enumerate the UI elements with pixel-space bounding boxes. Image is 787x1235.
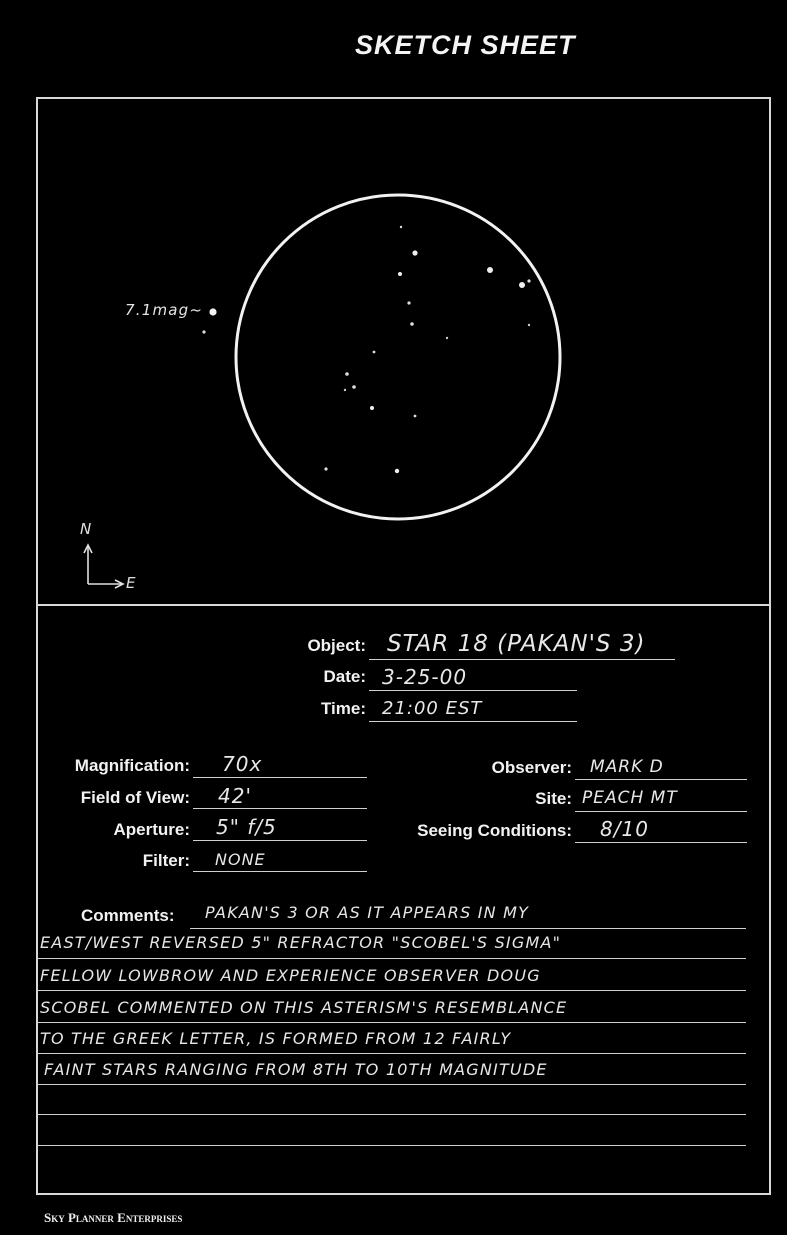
star [414, 415, 417, 418]
seeing-value: 8/10 [600, 817, 649, 841]
star [324, 467, 327, 470]
compass-icon [84, 545, 123, 588]
sketch-area [0, 0, 787, 610]
comment-rule [190, 928, 746, 929]
object-label: Object: [307, 636, 366, 655]
star [398, 272, 402, 276]
object-value: STAR 18 (PAKAN'S 3) [387, 631, 646, 657]
site-line [575, 811, 747, 812]
star [412, 250, 417, 255]
star [410, 322, 414, 326]
sheet-title: SKETCH SHEET [355, 30, 576, 60]
magnitude-annotation: 7.1mag~ [125, 301, 204, 319]
comment-rule [37, 1145, 746, 1146]
observer-value: MARK D [590, 757, 664, 777]
comment-line-3: FELLOW LOWBROW AND EXPERIENCE OBSERVER DOUG [40, 966, 541, 985]
magnification-value: 70x [222, 752, 263, 776]
comment-rule [37, 990, 746, 991]
aperture-value: 5" f/5 [216, 815, 277, 839]
compass-east-label: E [126, 574, 136, 592]
bright-star [209, 308, 216, 315]
star [344, 389, 346, 391]
comment-line-6: FAINT STARS RANGING FROM 8TH TO 10TH MAGNITUDE [44, 1060, 548, 1079]
date-value: 3-25-00 [382, 665, 468, 689]
seeing-label: Seeing Conditions: [417, 821, 572, 840]
publisher-footer: Sky Planner Enterprises [44, 1210, 183, 1225]
filter-value: NONE [215, 850, 266, 869]
fov-value: 42' [218, 784, 252, 808]
site-value: PEACH MT [582, 788, 678, 808]
aperture-line [193, 840, 367, 841]
date-label: Date: [323, 667, 366, 686]
object-line [369, 659, 675, 660]
star [519, 282, 525, 288]
comment-line-5: TO THE GREEK LETTER, IS FORMED FROM 12 FAIRLY [40, 1029, 512, 1048]
comment-line-2: EAST/WEST REVERSED 5" REFRACTOR "SCOBEL'S SIGMA" [40, 933, 562, 952]
filter-line [193, 871, 367, 872]
time-line [369, 721, 577, 722]
star [487, 267, 493, 273]
star [446, 337, 448, 339]
star [345, 372, 349, 376]
comment-line-1: PAKAN'S 3 OR AS IT APPEARS IN MY [205, 903, 530, 922]
star [528, 324, 530, 326]
star [373, 351, 376, 354]
comment-rule [37, 1084, 746, 1085]
fov-line [193, 808, 367, 809]
time-value: 21:00 EST [382, 698, 483, 719]
comment-rule [37, 1022, 746, 1023]
comment-rule [37, 1114, 746, 1115]
star [400, 226, 402, 228]
star [202, 330, 205, 333]
aperture-label: Aperture: [113, 820, 190, 839]
filter-label: Filter: [142, 851, 190, 870]
magnification-label: Magnification: [74, 756, 190, 775]
site-label: Site: [535, 789, 572, 808]
star [370, 406, 374, 410]
star [527, 279, 530, 282]
date-line [369, 690, 577, 691]
comment-rule [37, 958, 746, 959]
fov-label: Field of View: [80, 788, 190, 807]
seeing-line [575, 842, 747, 843]
magnification-line [193, 777, 367, 778]
comments-label: Comments: [81, 906, 175, 925]
star [352, 385, 356, 389]
star [407, 301, 410, 304]
observer-line [575, 779, 747, 780]
time-label: Time: [320, 699, 366, 718]
comment-rule [37, 1053, 746, 1054]
comment-line-4: SCOBEL COMMENTED ON THIS ASTERISM'S RESEMBLANCE [40, 998, 568, 1017]
star [395, 469, 399, 473]
observer-label: Observer: [491, 758, 572, 777]
compass-north-label: N [80, 520, 92, 538]
